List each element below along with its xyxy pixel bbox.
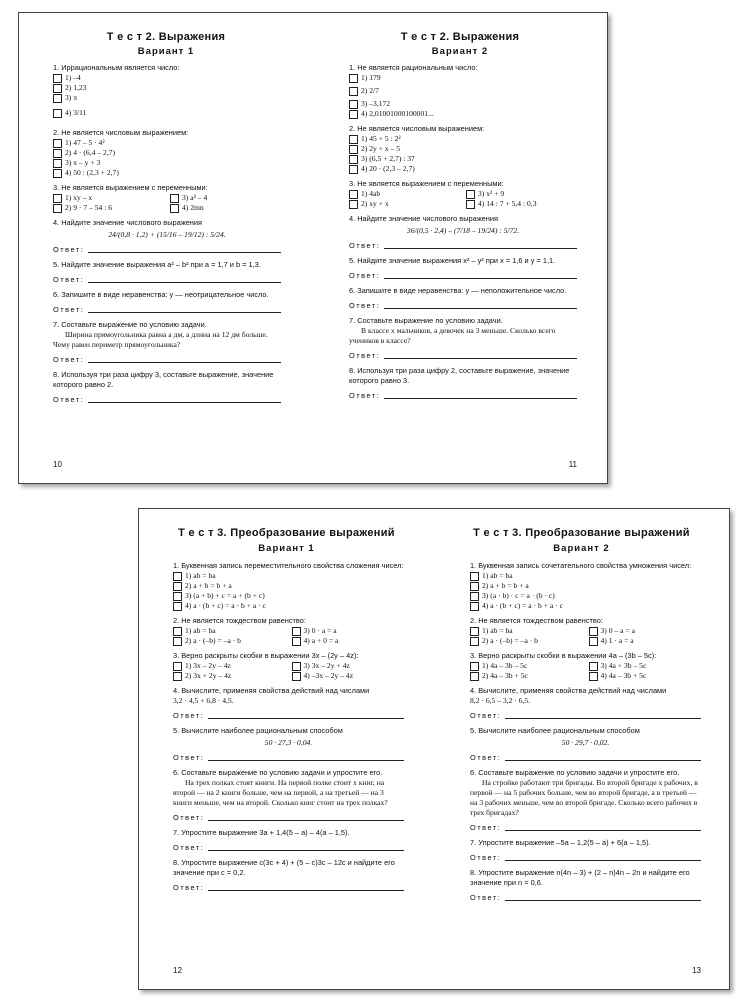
- answer-option[interactable]: 1) 3x – 2y – 4z: [173, 661, 286, 671]
- question-2: 2. Не является числовым выражением: 1) 47 – 5 · 4² 2) 4 · (6,4 – 2,7) 3) x – y + 3 4) 50 : (2,3 + 2,7): [53, 128, 281, 178]
- question-3: 3. Верно раскрыты скобки в выражении 3x – (2y – 4z): 1) 3x – 2y – 4z 3) 3x – 2y + 4z 2) 3x + 2y – 4z 4) –3x – 2y – 4z: [173, 651, 404, 681]
- answer-option[interactable]: 2) 4a – 3b + 5c: [470, 671, 583, 681]
- book-spread-test-2: [18, 12, 608, 484]
- answer-option[interactable]: 4) 2mn: [170, 203, 281, 213]
- answer-option[interactable]: 1) xy – x: [53, 193, 164, 203]
- answer-field[interactable]: Ответ:: [470, 710, 701, 721]
- answer-option[interactable]: 4) a · (b + c) = a · b + a · c: [173, 601, 404, 611]
- question-4: 4. Найдите значение числового выражения 36/(0,5 · 2,4) – (7/18 – 19/24) : 5/72. Ответ:: [349, 214, 577, 251]
- answer-field[interactable]: Ответ:: [53, 354, 281, 365]
- question-6: 6. Запишите в виде неравенства: y — неотрицательное число. Ответ:: [53, 290, 281, 315]
- answer-option[interactable]: 1) ab = ba: [173, 571, 404, 581]
- answer-option[interactable]: 3) 4a + 3b – 5c: [589, 661, 702, 671]
- question-list: [470, 561, 701, 908]
- question-7: 7. Упростите выражение 3a + 1,4(5 – a) – 4(a – 1,5). Ответ:: [173, 828, 404, 853]
- variant-label: Вариант 2: [431, 46, 489, 57]
- answer-option[interactable]: 3) (a + b) + c = a + (b + c): [173, 591, 404, 601]
- checkbox[interactable]: [470, 572, 479, 581]
- answer-field[interactable]: Ответ:: [173, 842, 404, 853]
- question-8: 8. Используя три раза цифру 2, составьте выражение, значение которого равно 3. Ответ:: [349, 366, 577, 401]
- question-list: [349, 63, 577, 406]
- page-number: 12: [173, 966, 182, 975]
- question-4: 4. Вычислите, применяя свойства действий над числами 3,2 · 4,5 + 6,8 · 4,5. Ответ:: [173, 686, 404, 721]
- question-4: 4. Вычислите, применяя свойства действий над числами 8,2 · 6,5 – 3,2 · 6,5. Ответ:: [470, 686, 701, 721]
- answer-option[interactable]: 3) (a · b) · c = a · (b · c): [470, 591, 701, 601]
- checkbox[interactable]: [173, 602, 182, 611]
- answer-option[interactable]: 2) 2y + x – 5: [349, 144, 577, 154]
- question-6: 6. Составьте выражение по условию задачи и упростите его. На стройке работают три бригады. Во второй бригаде x рабочих, в первой — на 5 рабочих больше, чем во второй бригаде, а в третьей — на 3 рабочих меньше, чем во второй бригаде. Сколько всего рабочих в трех бригадах? Ответ:: [470, 768, 701, 833]
- checkbox[interactable]: [470, 627, 479, 636]
- question-6: 6. Составьте выражение по условию задачи и упростите его. На трех полках стоят книги. На первой полке стоит x книг, на второй — на 2 книги больше, чем на первой, а на третьей — на 3 книги меньше, чем на второй. Сколько книг стоит на трех полках? Ответ:: [173, 768, 404, 823]
- answer-option[interactable]: 3) 0 · a = a: [292, 626, 405, 636]
- checkbox[interactable]: [349, 74, 358, 83]
- numeric-expression: 36/(0,5 · 2,4) – (7/18 – 19/24) : 5/72.: [406, 226, 520, 235]
- question-list: [173, 561, 404, 898]
- answer-option[interactable]: 3) (6,5 + 2,7) : 37: [349, 154, 577, 164]
- checkbox[interactable]: [173, 672, 182, 681]
- checkbox[interactable]: [470, 592, 479, 601]
- answer-option[interactable]: 2) 1,23: [53, 83, 281, 93]
- answer-option[interactable]: 1) 4ab: [349, 189, 460, 199]
- checkbox[interactable]: [173, 627, 182, 636]
- answer-field[interactable]: Ответ:: [470, 852, 701, 863]
- question-6: 6. Запишите в виде неравенства: y — неположительное число. Ответ:: [349, 286, 577, 311]
- answer-option[interactable]: 3) x – y + 3: [53, 158, 281, 168]
- answer-field[interactable]: Ответ:: [173, 812, 404, 823]
- answer-field[interactable]: Ответ:: [349, 300, 577, 311]
- answer-field[interactable]: Ответ:: [349, 240, 577, 251]
- answer-option[interactable]: 4) a + 0 = a: [292, 636, 405, 646]
- checkbox[interactable]: [349, 155, 358, 164]
- answer-option[interactable]: 3) x² + 9: [466, 189, 577, 199]
- page-13: [434, 509, 729, 989]
- answer-option[interactable]: 4) 50 : (2,3 + 2,7): [53, 168, 281, 178]
- numeric-expression: 50 · 27,3 · 0,04.: [264, 738, 313, 747]
- question-5: 5. Найдите значение выражения x² – y² при x = 1,6 и y = 1,1. Ответ:: [349, 256, 577, 281]
- question-list: [53, 63, 281, 410]
- checkbox[interactable]: [53, 94, 62, 103]
- checkbox[interactable]: [53, 159, 62, 168]
- question-1: 1. Буквенная запись переместительного свойства сложения чисел: 1) ab = ba 2) a + b = b + a 3) (a + b) + c = a + (b + c) 4) a · (b + c) = a · b + a · c: [173, 561, 404, 610]
- book-spread-test-3: [138, 508, 730, 990]
- answer-option[interactable]: 4) 14 : 7 + 5,4 : 0,3: [466, 199, 577, 209]
- question-8: 8. Используя три раза цифру 3, составьте выражение, значение которого равно 2. Ответ:: [53, 370, 281, 405]
- checkbox[interactable]: [349, 145, 358, 154]
- checkbox[interactable]: [589, 662, 598, 671]
- page-12: [139, 509, 434, 989]
- question-3: 3. Верно раскрыты скобки в выражении 4a – (3b – 5c): 1) 4a – 3b – 5c 3) 4a + 3b – 5c 2) 4a – 3b + 5c 4) 4a – 3b + 5c: [470, 651, 701, 681]
- answer-field[interactable]: Ответ:: [470, 752, 701, 763]
- checkbox[interactable]: [292, 637, 301, 646]
- page-number: 10: [53, 460, 62, 469]
- answer-field[interactable]: Ответ:: [349, 390, 577, 401]
- answer-option[interactable]: 4) 1 · a = a: [589, 636, 702, 646]
- answer-option[interactable]: 3) a² – 4: [170, 193, 281, 203]
- checkbox[interactable]: [173, 582, 182, 591]
- numeric-expression: 50 · 29,7 · 0,02.: [561, 738, 610, 747]
- checkbox[interactable]: [170, 204, 179, 213]
- page-number: 11: [568, 460, 577, 469]
- question-5: 5. Найдите значение выражения a² – b² при a = 1,7 и b = 1,3. Ответ:: [53, 260, 281, 285]
- answer-option[interactable]: 1) ab = ba: [173, 626, 286, 636]
- question-3: 3. Не является выражением с переменными: 1) 4ab 3) x² + 9 2) xy + x 4) 14 : 7 + 5,4 : 0,3: [349, 179, 577, 209]
- question-7: 7. Упростите выражение –5a – 1,2(5 – a) + 6(a – 1,5). Ответ:: [470, 838, 701, 863]
- answer-option[interactable]: 4) –3x – 2y – 4z: [292, 671, 405, 681]
- answer-field[interactable]: Ответ:: [349, 350, 577, 361]
- question-7: 7. Составьте выражение по условию задачи. Ширина прямоугольника равна a дм, а длина на 12 дм больше. Чему равен периметр прямоугольника? Ответ:: [53, 320, 281, 365]
- answer-field[interactable]: Ответ:: [53, 304, 281, 315]
- checkbox[interactable]: [170, 194, 179, 203]
- answer-option[interactable]: 1) ab = ba: [470, 626, 583, 636]
- checkbox[interactable]: [589, 672, 598, 681]
- answer-option[interactable]: 2) a · (–b) = –a · b: [173, 636, 286, 646]
- numeric-expression: 3,2 · 4,5 + 6,8 · 4,5.: [173, 696, 234, 705]
- checkbox[interactable]: [470, 602, 479, 611]
- question-1: 1. Иррациональным является число: 1) –4 2) 1,23 3) π 4) 3/11: [53, 63, 281, 123]
- answer-field[interactable]: Ответ:: [53, 394, 281, 405]
- numeric-expression: 24/(0,8 · 1,2) + (15/16 – 19/12) : 5/24.: [108, 230, 226, 239]
- page-title: Т е с т 2. Выражения: [400, 31, 520, 43]
- answer-option[interactable]: 2) a + b = b + a: [173, 581, 404, 591]
- answer-option[interactable]: 2) a · (–b) = –a · b: [470, 636, 583, 646]
- question-8: 8. Упростите выражение n(4n – 3) + (2 – n)4n – 2n и найдите его значение при n = 0,6. Ответ:: [470, 868, 701, 903]
- answer-option[interactable]: 3) 3x – 2y + 4z: [292, 661, 405, 671]
- checkbox[interactable]: [173, 662, 182, 671]
- answer-option[interactable]: 2) 4 · (6,4 – 2,7): [53, 148, 281, 158]
- answer-option[interactable]: 2) 2/7: [349, 83, 577, 99]
- question-1: 1. Не является рациональным число: 1) 179 2) 2/7 3) –3,172 4) 2,01001000100001...: [349, 63, 577, 119]
- checkbox[interactable]: [173, 637, 182, 646]
- answer-option[interactable]: 1) 47 – 5 · 4²: [53, 138, 281, 148]
- question-2: 2. Не является тождеством равенство: 1) ab = ba 3) 0 – a = a 2) a · (–b) = –a · b 4) 1 · a = a: [470, 616, 701, 646]
- page-number: 13: [692, 966, 701, 975]
- answer-field[interactable]: Ответ:: [173, 882, 404, 893]
- answer-option[interactable]: 1) ab = ba: [470, 571, 701, 581]
- answer-option[interactable]: 2) 3x + 2y – 4z: [173, 671, 286, 681]
- checkbox[interactable]: [53, 139, 62, 148]
- question-3: 3. Не является выражением с переменными: 1) xy – x 3) a² – 4 2) 9 · 7 – 54 : 6 4) 2mn: [53, 183, 281, 213]
- answer-option[interactable]: 2) 9 · 7 – 54 : 6: [53, 203, 164, 213]
- answer-field[interactable]: Ответ:: [53, 274, 281, 285]
- checkbox[interactable]: [53, 149, 62, 158]
- checkbox[interactable]: [53, 169, 62, 178]
- question-4: 4. Найдите значение числового выражения 24/(0,8 · 1,2) + (15/16 – 19/12) : 5/24. Ответ:: [53, 218, 281, 255]
- page-title: Т е с т 2. Выражения: [106, 31, 226, 43]
- question-2: 2. Не является тождеством равенство: 1) ab = ba 3) 0 · a = a 2) a · (–b) = –a · b 4) a + 0 = a: [173, 616, 404, 646]
- question-5: 5. Вычислите наиболее рациональным способом 50 · 27,3 · 0,04. Ответ:: [173, 726, 404, 763]
- answer-option[interactable]: 1) –4: [53, 73, 281, 83]
- answer-field[interactable]: Ответ:: [470, 892, 701, 903]
- answer-option[interactable]: 1) 179: [349, 73, 577, 83]
- numeric-expression: 8,2 · 6,5 – 3,2 · 6,5.: [470, 696, 531, 705]
- checkbox[interactable]: [470, 582, 479, 591]
- answer-option[interactable]: 4) a · (b + c) = a · b + a · c: [470, 601, 701, 611]
- checkbox[interactable]: [349, 87, 358, 96]
- answer-field[interactable]: Ответ:: [349, 270, 577, 281]
- answer-field[interactable]: Ответ:: [53, 244, 281, 255]
- checkbox[interactable]: [292, 672, 301, 681]
- answer-field[interactable]: Ответ:: [470, 822, 701, 833]
- checkbox[interactable]: [53, 204, 62, 213]
- checkbox[interactable]: [53, 194, 62, 203]
- checkbox[interactable]: [53, 84, 62, 93]
- answer-option[interactable]: 3) –3,172: [349, 99, 577, 109]
- answer-option[interactable]: 3) π: [53, 93, 281, 103]
- page-title: Т е с т 3. Преобразование выражений: [178, 527, 395, 539]
- page-11: [313, 13, 607, 483]
- checkbox[interactable]: [349, 110, 358, 119]
- checkbox[interactable]: [466, 190, 475, 199]
- checkbox[interactable]: [53, 109, 62, 118]
- checkbox[interactable]: [349, 200, 358, 209]
- answer-option[interactable]: 4) 20 · (2,3 – 2,7): [349, 164, 577, 174]
- checkbox[interactable]: [53, 74, 62, 83]
- answer-field[interactable]: Ответ:: [173, 710, 404, 721]
- question-1: 1. Буквенная запись сочетательного свойства умножения чисел: 1) ab = ba 2) a + b = b + a 3) (a · b) · c = a · (b · c) 4) a · (b + c) = a · b + a · c: [470, 561, 701, 611]
- answer-field[interactable]: Ответ:: [173, 752, 404, 763]
- answer-option[interactable]: 2) a + b = b + a: [470, 581, 701, 591]
- answer-option[interactable]: 3) 0 – a = a: [589, 626, 702, 636]
- checkbox[interactable]: [349, 190, 358, 199]
- checkbox[interactable]: [589, 627, 598, 636]
- checkbox[interactable]: [470, 637, 479, 646]
- variant-label: Вариант 1: [137, 46, 195, 57]
- checkbox[interactable]: [470, 672, 479, 681]
- question-8: 8. Упростите выражение c(3c + 4) + (5 – c)3c – 12c и найдите его значение при c = 0,2. Ответ:: [173, 858, 404, 893]
- question-2: 2. Не является числовым выражением: 1) 45 + 5 : 2² 2) 2y + x – 5 3) (6,5 + 2,7) : 37 4) 20 · (2,3 – 2,7): [349, 124, 577, 174]
- page-title: Т е с т 3. Преобразование выражений: [473, 527, 690, 539]
- checkbox[interactable]: [349, 165, 358, 174]
- checkbox[interactable]: [173, 572, 182, 581]
- answer-option[interactable]: 2) xy + x: [349, 199, 460, 209]
- answer-option[interactable]: 4) 2,01001000100001...: [349, 109, 577, 119]
- checkbox[interactable]: [292, 627, 301, 636]
- checkbox[interactable]: [466, 200, 475, 209]
- question-5: 5. Вычислите наиболее рациональным способом 50 · 29,7 · 0,02. Ответ:: [470, 726, 701, 763]
- checkbox[interactable]: [349, 100, 358, 109]
- answer-option[interactable]: 1) 4a – 3b – 5c: [470, 661, 583, 671]
- variant-label: Вариант 2: [553, 543, 610, 554]
- answer-option[interactable]: 4) 4a – 3b + 5c: [589, 671, 702, 681]
- page-10: [19, 13, 313, 483]
- checkbox[interactable]: [173, 592, 182, 601]
- question-7: 7. Составьте выражение по условию задачи. В классе x мальчиков, а девочек на 3 меньше. Сколько всего учеников в классе? Ответ:: [349, 316, 577, 361]
- checkbox[interactable]: [349, 135, 358, 144]
- variant-label: Вариант 1: [258, 543, 315, 554]
- checkbox[interactable]: [589, 637, 598, 646]
- checkbox[interactable]: [470, 662, 479, 671]
- answer-option[interactable]: 1) 45 + 5 : 2²: [349, 134, 577, 144]
- answer-option[interactable]: 4) 3/11: [53, 103, 281, 123]
- checkbox[interactable]: [292, 662, 301, 671]
